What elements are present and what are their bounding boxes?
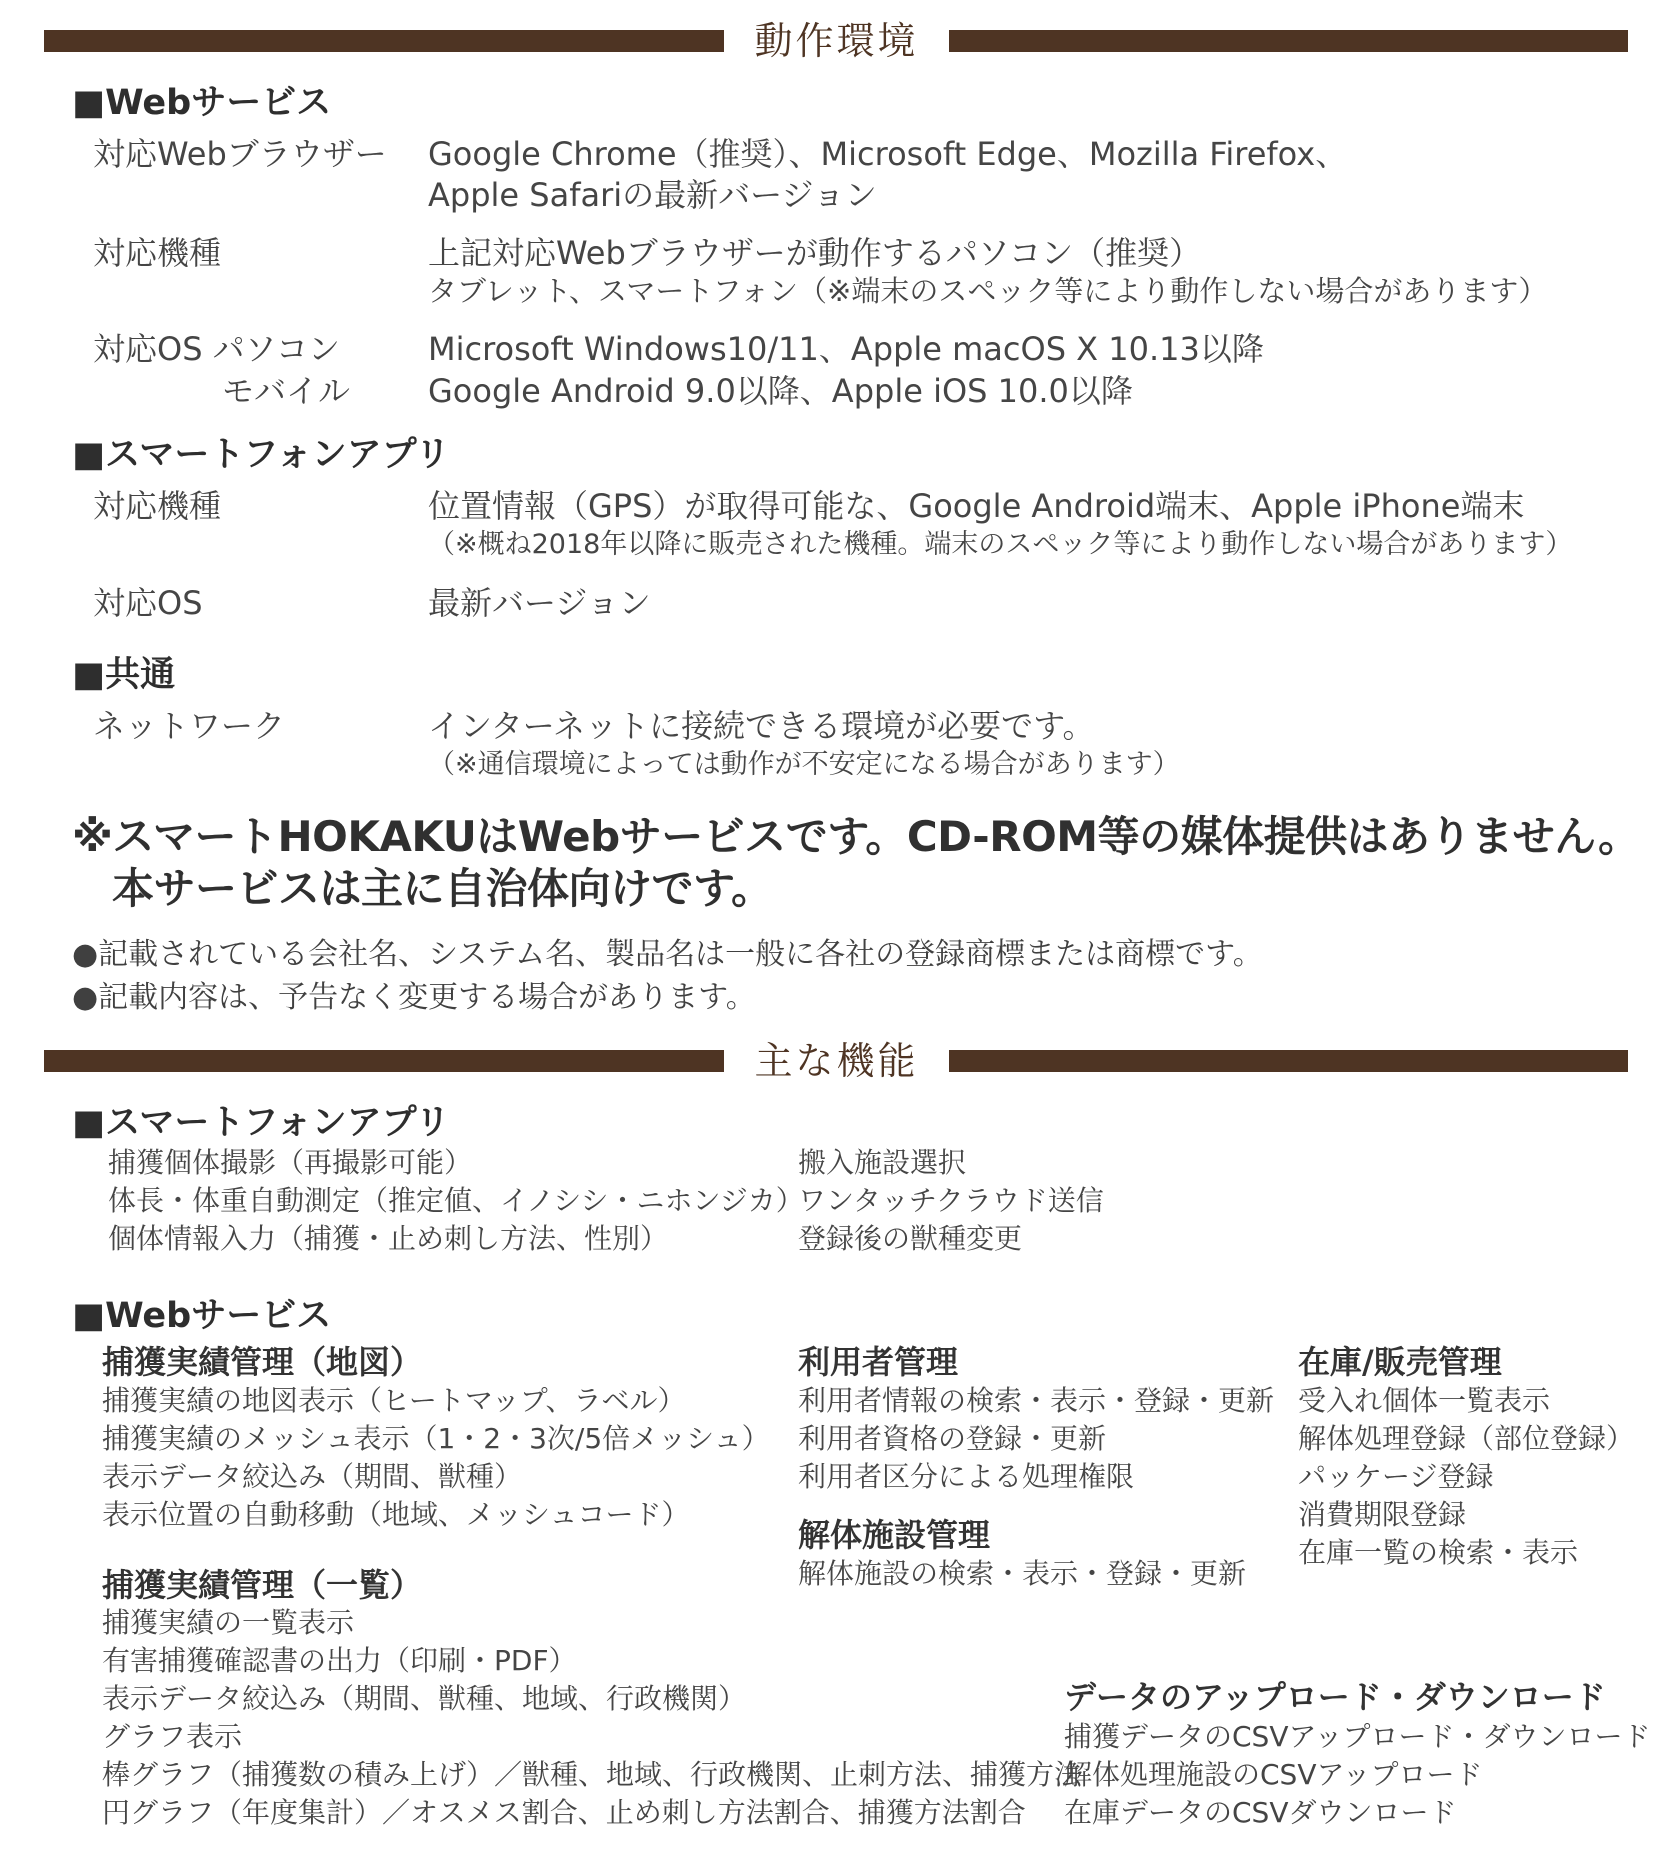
- stock-management-list: [1298, 1382, 1634, 1572]
- device-line-2: タブレット、スマートフォン（※端末のスペック等により動作しない場合があります）: [428, 274, 1548, 308]
- list-item: 解体処理登録（部位登録）: [1298, 1422, 1635, 1455]
- header-bar-right: [949, 30, 1628, 52]
- list-item: パッケージ登録: [1298, 1460, 1494, 1493]
- list-item: 捕獲個体撮影（再撮影可能）: [108, 1146, 473, 1179]
- notice-line-1: ※スマートHOKAKUはWebサービスです。CD-ROM等の媒体提供はありません。: [72, 812, 1640, 861]
- facility-management-list: [798, 1555, 1246, 1593]
- app-os-label: 対応OS: [93, 584, 203, 622]
- network-label: ネットワーク: [93, 707, 286, 745]
- list-item: 捕獲実績の一覧表示: [102, 1606, 355, 1639]
- section-header-environment: [44, 4, 1628, 64]
- os-line-1: Microsoft Windows10/11、Apple macOS X 10.13以降: [428, 330, 1264, 368]
- map-management-list: [102, 1382, 770, 1534]
- list-item: 円グラフ（年度集計）／オスメス割合、止め刺し方法割合、捕獲方法割合: [102, 1796, 1026, 1829]
- map-management-title: 捕獲実績管理（地図）: [102, 1343, 423, 1381]
- list-item: 利用者資格の登録・更新: [798, 1422, 1107, 1455]
- env-common-heading: ■共通: [72, 655, 176, 695]
- stock-management-title: 在庫/販売管理: [1298, 1343, 1502, 1381]
- list-item: 利用者情報の検索・表示・登録・更新: [798, 1384, 1275, 1417]
- list-item: 体長・体重自動測定（推定値、イノシシ・ニホンジカ）: [108, 1184, 804, 1217]
- list-management-title: 捕獲実績管理（一覧）: [102, 1566, 423, 1604]
- browser-line-1: Google Chrome（推奨）、Microsoft Edge、Mozilla Firefox、: [428, 135, 1348, 173]
- app-device-line-1: 位置情報（GPS）が取得可能な、Google Android端末、Apple iPhone端末: [428, 487, 1525, 525]
- data-transfer-list: [1064, 1718, 1651, 1832]
- section-header-features: [44, 1024, 1628, 1084]
- list-item: 捕獲実績の地図表示（ヒートマップ、ラベル）: [102, 1384, 686, 1417]
- device-label: 対応機種: [93, 234, 222, 272]
- list-item: 表示位置の自動移動（地域、メッシュコード）: [102, 1498, 690, 1531]
- list-item: 捕獲実績のメッシュ表示（1・2・3次/5倍メッシュ）: [102, 1422, 770, 1455]
- header-bar-right: [949, 1050, 1628, 1072]
- device-line-1: 上記対応Webブラウザーが動作するパソコン（推奨）: [428, 234, 1202, 272]
- section-title-features: 主な機能: [754, 1039, 919, 1083]
- network-line-1: インターネットに接続できる環境が必要です。: [428, 707, 1095, 745]
- disclaimer-1: ●記載されている会社名、システム名、製品名は一般に各社の登録商標または商標です。: [72, 937, 1263, 972]
- data-transfer-title: データのアップロード・ダウンロード: [1064, 1678, 1606, 1716]
- list-item: 搬入施設選択: [798, 1146, 967, 1179]
- list-item: 利用者区分による処理権限: [798, 1460, 1135, 1493]
- env-app-heading: ■スマートフォンアプリ: [72, 435, 451, 475]
- list-item: 消費期限登録: [1298, 1498, 1467, 1531]
- app-feature-list-left: [108, 1144, 804, 1258]
- network-line-2: （※通信環境によっては動作が不安定になる場合があります）: [428, 749, 1180, 780]
- app-device-label: 対応機種: [93, 487, 222, 525]
- app-os-value: 最新バージョン: [428, 584, 651, 622]
- header-bar-left: [44, 30, 724, 52]
- user-management-title: 利用者管理: [798, 1343, 959, 1381]
- os-mobile-label: モバイル: [222, 372, 351, 410]
- list-item: 在庫データのCSVダウンロード: [1064, 1796, 1457, 1829]
- list-item: ワンタッチクラウド送信: [798, 1184, 1104, 1217]
- disclaimer-2: ●記載内容は、予告なく変更する場合があります。: [72, 980, 756, 1015]
- browser-line-2: Apple Safariの最新バージョン: [428, 176, 877, 214]
- section-title-environment: 動作環境: [754, 19, 919, 63]
- features-app-heading: ■スマートフォンアプリ: [72, 1103, 451, 1143]
- list-item: 解体施設の検索・表示・登録・更新: [798, 1557, 1247, 1590]
- browser-label: 対応Webブラウザー: [93, 135, 387, 173]
- facility-management-title: 解体施設管理: [798, 1516, 991, 1554]
- list-item: 表示データ絞込み（期間、獣種、地域、行政機関）: [102, 1682, 747, 1715]
- list-item: 解体処理施設のCSVアップロード: [1064, 1758, 1483, 1791]
- app-feature-list-right: [798, 1144, 1104, 1258]
- features-web-heading: ■Webサービス: [72, 1296, 332, 1336]
- notice-line-2: 本サービスは主に自治体向けです。: [112, 864, 773, 913]
- list-item: 捕獲データのCSVアップロード・ダウンロード: [1064, 1720, 1651, 1753]
- list-item: 登録後の獣種変更: [798, 1222, 1023, 1255]
- list-management-list: [102, 1604, 1082, 1832]
- list-item: 個体情報入力（捕獲・止め刺し方法、性別）: [108, 1222, 669, 1255]
- list-item: 有害捕獲確認書の出力（印刷・PDF）: [102, 1644, 577, 1677]
- header-bar-left: [44, 1050, 724, 1072]
- list-item: 受入れ個体一覧表示: [1298, 1384, 1551, 1417]
- list-item: 表示データ絞込み（期間、獣種）: [102, 1460, 523, 1493]
- os-line-2: Google Android 9.0以降、Apple iOS 10.0以降: [428, 372, 1133, 410]
- list-item: 棒グラフ（捕獲数の積み上げ）／獣種、地域、行政機関、止刺方法、捕獲方法: [102, 1758, 1083, 1791]
- env-web-heading: ■Webサービス: [72, 83, 332, 123]
- app-device-line-2: （※概ね2018年以降に販売された機種。端末のスペック等により動作しない場合があります）: [428, 529, 1573, 560]
- list-item: 在庫一覧の検索・表示: [1298, 1536, 1579, 1569]
- list-item: グラフ表示: [102, 1720, 243, 1753]
- os-label: 対応OS パソコン: [93, 330, 341, 368]
- user-management-list: [798, 1382, 1274, 1496]
